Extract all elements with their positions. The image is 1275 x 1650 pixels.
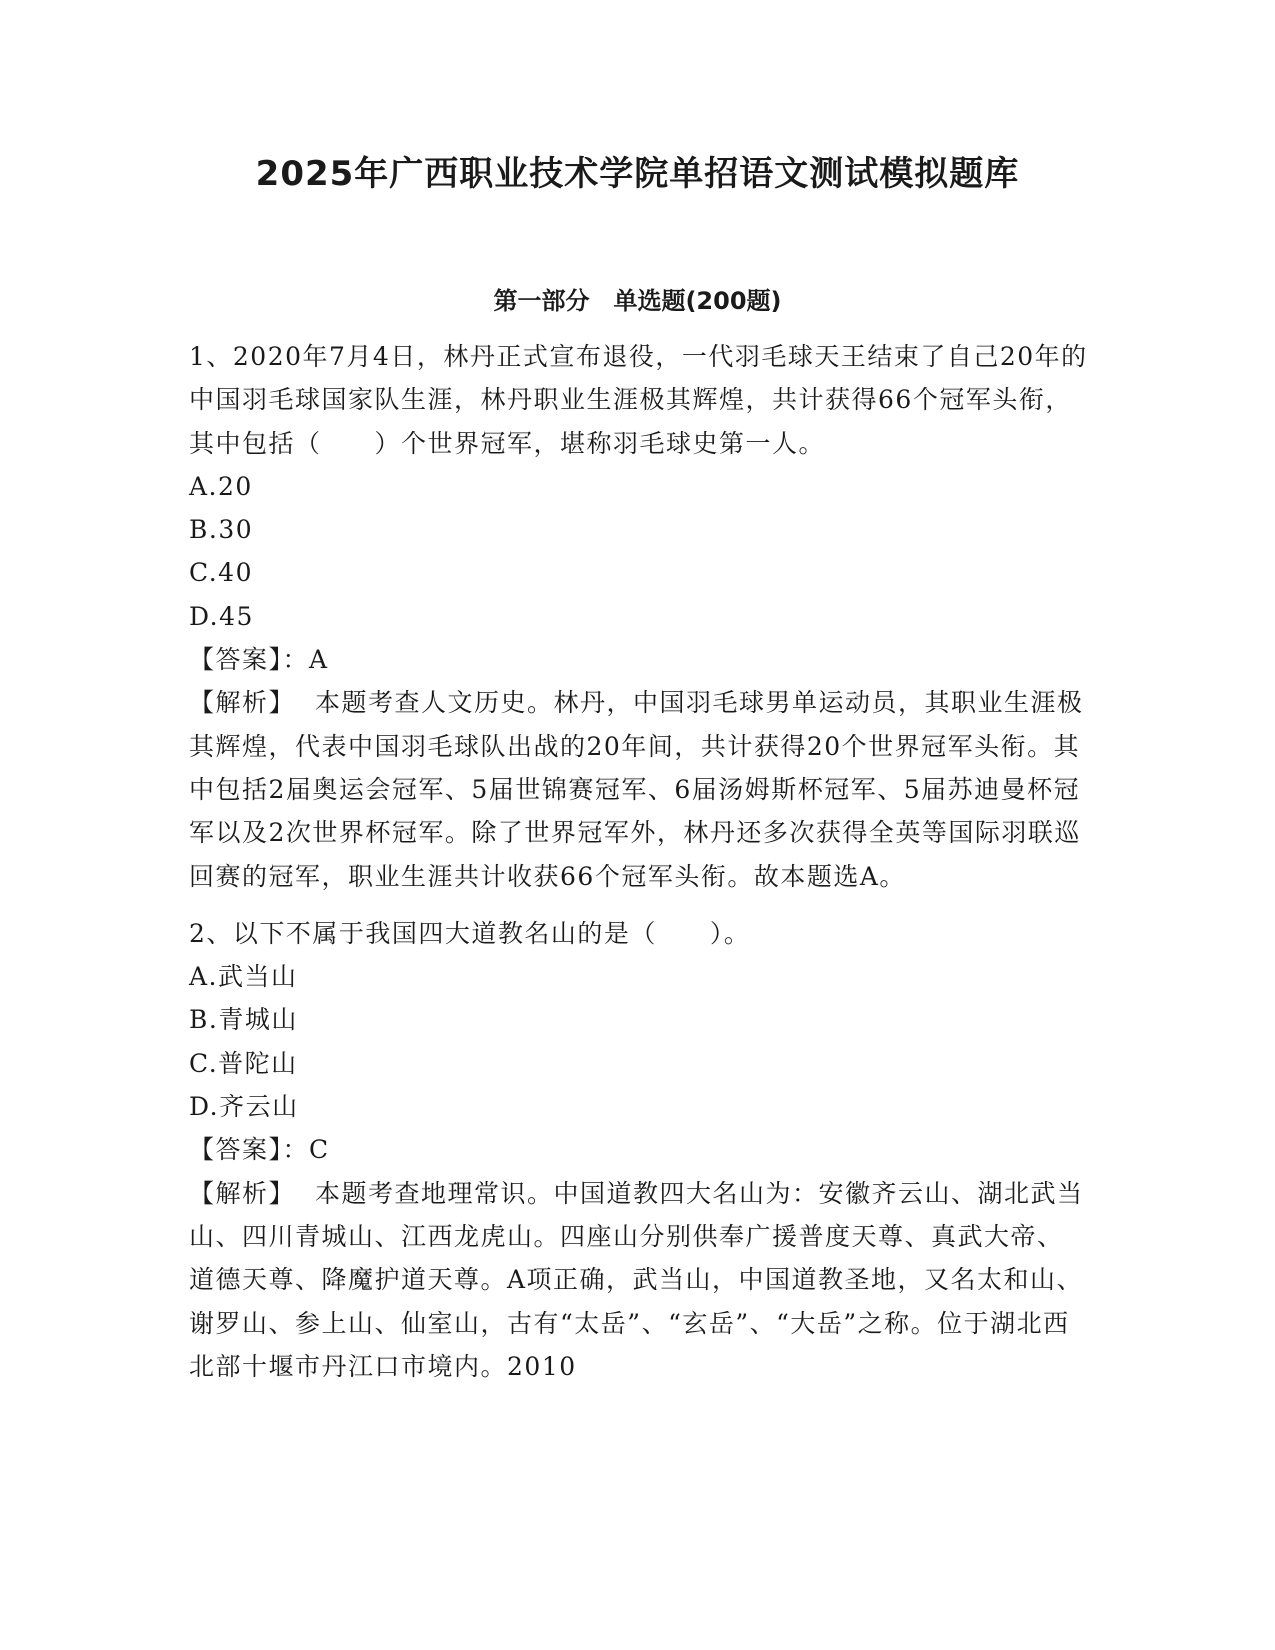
analysis-paragraph: [189, 1172, 1089, 1388]
analysis-label: 【解析】: [189, 688, 296, 718]
option-b: B.30: [189, 515, 254, 545]
answer-label: 【答案】：: [189, 1135, 310, 1165]
option-b: B.青城山: [189, 1005, 298, 1035]
option-c: C.普陀山: [189, 1048, 298, 1078]
document-title: 2025年广西职业技术学院单招语文测试模拟题库: [255, 154, 1020, 194]
analysis-paragraph: [189, 681, 1089, 897]
question-item: [189, 335, 1089, 898]
analysis-text: 本题考查地理常识。中国道教四大名山为：安徽齐云山、湖北武当山、四川青城山、江西龙虎山。四座山分别供奉广援普度天尊、真武大帝、道德天尊、降魔护道天尊。A项正确，武当山，中国道教圣地，又名太和山、谢罗山、参上山、仙室山，古有“太岳”、“玄岳”、“大岳”之称。位于湖北西北部十堰市丹江口市境内。2010: [189, 1178, 1084, 1381]
section-heading: 第一部分 单选题(200题): [493, 287, 782, 315]
analysis-text: 本题考查人文历史。林丹，中国羽毛球男单运动员，其职业生涯极其辉煌，代表中国羽毛球队出战的20年间，共计获得20个世界冠军头衔。其中包括2届奥运会冠军、5届世锦赛冠军、6届汤姆斯杯冠军、5届苏迪曼杯冠军以及2次世界杯冠军。除了世界冠军外，林丹还多次获得全英等国际羽联巡回赛的冠军，职业生涯共计收获66个冠军头衔。故本题选A。: [189, 688, 1084, 891]
answer-value: A: [309, 645, 329, 675]
question-stem: 2、以下不属于我国四大道教名山的是（ ）。: [189, 918, 751, 948]
question-item: [189, 912, 1089, 1388]
option-a: A.武当山: [189, 962, 298, 992]
option-d: D.齐云山: [189, 1092, 299, 1122]
analysis-label: 【解析】: [189, 1178, 296, 1208]
option-d: D.45: [189, 601, 254, 631]
question-list: [189, 335, 1089, 1402]
answer-line: [189, 638, 1089, 681]
option-c: C.40: [189, 558, 253, 588]
question-stem: 1、2020年7月4日，林丹正式宣布退役，一代羽毛球天王结束了自己20年的中国羽毛球国家队生涯，林丹职业生涯极其辉煌，共计获得66个冠军头衔，其中包括（ ）个世界冠军，堪称羽毛球史第一人。: [189, 342, 1088, 458]
answer-line: [189, 1128, 1089, 1171]
option-a: A.20: [189, 471, 253, 501]
answer-label: 【答案】：: [189, 645, 310, 675]
answer-value: C: [309, 1135, 330, 1165]
